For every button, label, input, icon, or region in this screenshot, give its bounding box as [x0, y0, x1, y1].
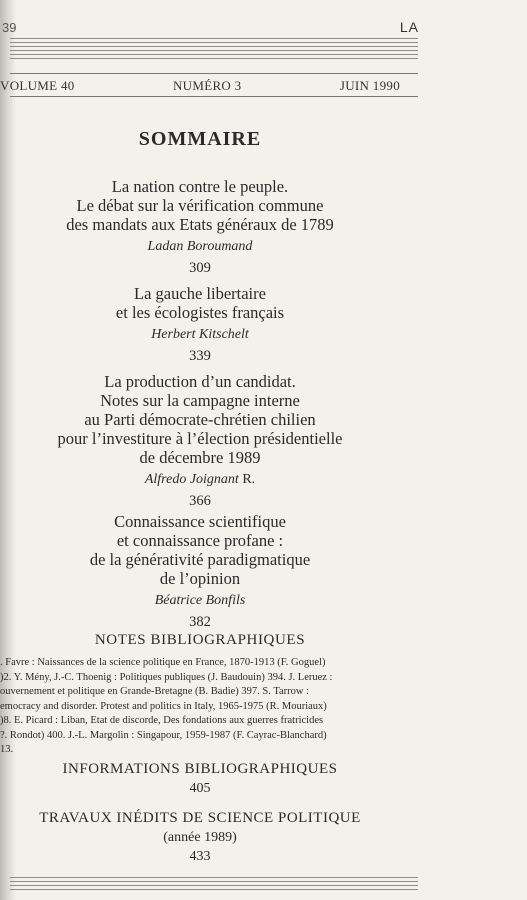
- article-title-line: des mandats aux Etats généraux de 1789: [66, 215, 334, 234]
- article-title-line: Connaissance scientifique: [114, 512, 286, 531]
- article-author: Ladan Boroumand: [147, 239, 253, 254]
- travaux-heading: TRAVAUX INÉDITS DE SCIENCE POLITIQUE: [39, 810, 361, 826]
- top-rule-block: [10, 38, 418, 62]
- article-title-line: Le débat sur la vérification commune: [76, 196, 324, 215]
- header-rule-bottom: [10, 96, 418, 97]
- article-title-line: La production d’un candidat.: [104, 372, 296, 391]
- informations-heading: INFORMATIONS BIBLIOGRAPHIQUES: [62, 761, 338, 777]
- page-title: SOMMAIRE: [138, 128, 262, 150]
- article-page-number: 309: [189, 260, 211, 276]
- header-rule-top: [10, 73, 418, 74]
- notes-line: . Favre : Naissances de la science politique en France, 1870-1913 (F. Goguel): [0, 657, 326, 668]
- notes-line: ?. Rondot) 400. J.-L. Margolin : Singapour, 1959-1987 (F. Cayrac-Blanchard): [0, 729, 327, 741]
- article-title-line: La nation contre le peuple.: [111, 177, 289, 196]
- notes-line: )8. E. Picard : Liban, Etat de discorde, Des fondations aux guerres fratricides: [0, 715, 324, 726]
- article-title-line: et connaissance profane :: [116, 531, 284, 550]
- bottom-rule-block: [10, 877, 418, 893]
- issue-info-line: [0, 78, 400, 94]
- article-author: [0, 469, 400, 491]
- notes-line: emocracy and disorder. Protest and politics in Italy, 1965-1975 (R. Mouriaux): [0, 700, 327, 712]
- article-page-number: 382: [189, 614, 211, 630]
- notes-line: )2. Y. Mény, J.-C. Thoenig : Politiques publiques (J. Baudouin) 394. J. Leruez :: [0, 671, 333, 683]
- article-title-line: La gauche libertaire: [134, 284, 266, 303]
- article-entry: [0, 372, 400, 511]
- issue-number: NUMÉRO 3: [172, 78, 242, 93]
- article-title-line: et les écologistes français: [115, 303, 285, 322]
- article-entry: [0, 284, 400, 366]
- notes-heading: NOTES BIBLIOGRAPHIQUES: [94, 632, 306, 648]
- article-entry: [0, 512, 400, 632]
- travaux-year: (année 1989): [163, 830, 237, 845]
- handwritten-page-number: 39: [2, 20, 17, 35]
- article-author-suffix: R.: [238, 472, 256, 487]
- article-title-line: de décembre 1989: [139, 448, 261, 467]
- notes-line: ouvernement et politique en Grande-Bretagne (B. Badie) 397. S. Tarrow :: [0, 686, 310, 697]
- informations-section: [0, 759, 400, 798]
- article-title-line: de la générativité paradigmatique: [89, 550, 311, 569]
- article-title-line: de l’opinion: [159, 569, 241, 588]
- notes-list: [0, 656, 400, 758]
- article-entry: [0, 177, 400, 278]
- informations-page-number: 405: [189, 781, 211, 796]
- notes-line: 13.: [0, 744, 14, 755]
- article-author: Herbert Kitschelt: [151, 327, 249, 342]
- article-page-number: 339: [189, 348, 211, 364]
- article-author-name: Alfredo Joignant: [144, 472, 239, 487]
- travaux-page-number: 433: [189, 849, 211, 864]
- article-page-number: 366: [189, 493, 211, 509]
- handwritten-mark: LA: [399, 19, 419, 35]
- article-title-line: Notes sur la campagne interne: [100, 391, 300, 410]
- volume-label: VOLUME 40: [0, 78, 75, 93]
- travaux-section: [0, 808, 400, 866]
- issue-date: JUIN 1990: [339, 78, 400, 93]
- article-title-line: pour l’investiture à l’élection présidentielle: [57, 429, 343, 448]
- article-author: Béatrice Bonfils: [154, 593, 246, 608]
- article-title-line: au Parti démocrate-chrétien chilien: [84, 410, 316, 429]
